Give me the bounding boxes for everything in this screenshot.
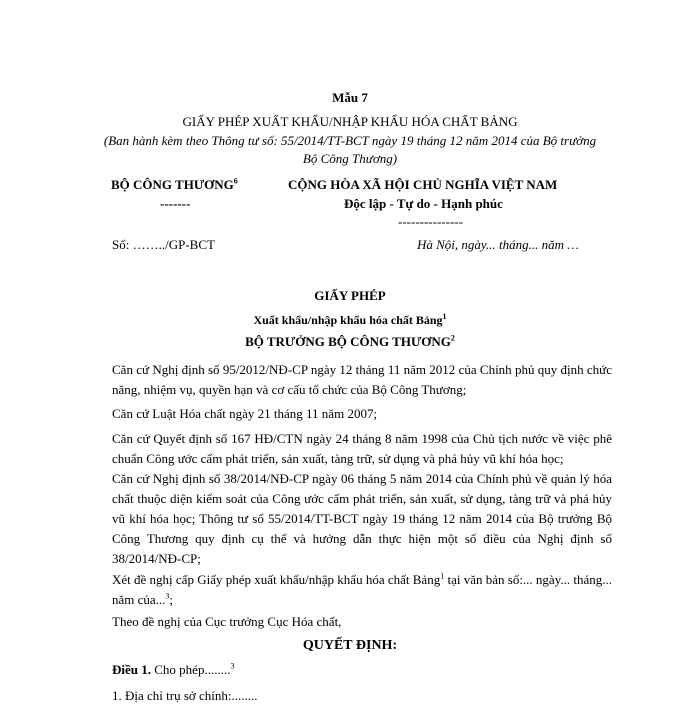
consideration bbox=[112, 570, 612, 610]
motto-dashes: --------------- bbox=[398, 214, 463, 229]
issued-by-line2: Bộ Công Thương) bbox=[302, 151, 398, 166]
place-date: Hà Nội, ngày... tháng... năm … bbox=[417, 237, 579, 252]
document-number: Số: ……../GP-BCT bbox=[112, 237, 215, 252]
decision-heading: QUYẾT ĐỊNH: bbox=[302, 638, 398, 653]
basis-1: Căn cứ Nghị định số 95/2012/NĐ-CP ngày 12 tháng 11 năm 2012 của Chính phủ quy định chức năng, nhiệm vụ, quyền hạn và cơ cấu tổ chức của Bộ Công Thương; bbox=[112, 362, 612, 397]
form-number: Mẫu 7 bbox=[332, 90, 368, 105]
basis-4: Căn cứ Nghị định số 38/2014/NĐ-CP ngày 06 tháng 5 năm 2014 của Chính phủ về quản lý hóa chất thuộc diện kiểm soát của Công ước cấm phát triển, sản xuất, sử dụng, tàng trữ và phá hủy vũ khí hóa học; Thông tư số 55/2014/TT-BCT ngày 19 tháng 12 năm 2014 của Bộ trưởng Bộ Công Thương quy định cụ thể và hướng dẫn thực hiện một số điều của Nghị định số 38/2014/NĐ-CP; bbox=[112, 471, 612, 566]
authority-footnote: 2 bbox=[450, 333, 455, 343]
consideration-text-3: ; bbox=[169, 592, 174, 607]
country-name: CỘNG HÒA XÃ HỘI CHỦ NGHĨA VIỆT NAM bbox=[288, 177, 558, 192]
proposal: Theo đề nghị của Cục trưởng Cục Hóa chất, bbox=[112, 614, 342, 629]
national-motto: Độc lập - Tự do - Hạnh phúc bbox=[344, 196, 503, 211]
document-subtitle bbox=[0, 313, 700, 328]
agency-dashes: ------- bbox=[160, 196, 191, 211]
agency-footnote: 6 bbox=[233, 176, 238, 186]
issued-by-line1: (Ban hành kèm theo Thông tư số: 55/2014/TT-BCT ngày 19 tháng 12 năm 2014 của Bộ trưởng bbox=[103, 133, 597, 148]
subtitle-text: Xuất khẩu/nhập khẩu hóa chất Bảng bbox=[253, 313, 443, 327]
basis-3: Căn cứ Quyết định số 167 HĐ/CTN ngày 24 tháng 8 năm 1998 của Chủ tịch nước về việc phê chuẩn Công ước cấm phát triển, sản xuất, tàng trữ, sử dụng và phá hủy vũ khí hóa học; bbox=[112, 431, 612, 466]
form-title: GIẤY PHÉP XUẤT KHẨU/NHẬP KHẨU HÓA CHẤT BẢNG bbox=[182, 114, 518, 129]
authority-title bbox=[0, 334, 700, 350]
agency-text: BỘ CÔNG THƯƠNG bbox=[111, 177, 234, 192]
authority-text: BỘ TRƯỞNG BỘ CÔNG THƯƠNG bbox=[245, 334, 451, 349]
agency-name bbox=[111, 177, 238, 193]
basis-2: Căn cứ Luật Hóa chất ngày 21 tháng 11 năm 2007; bbox=[112, 406, 378, 421]
subtitle-footnote: 1 bbox=[442, 312, 447, 321]
consideration-footnote-2: 3 bbox=[165, 591, 170, 601]
article-1-footnote: 3 bbox=[230, 661, 235, 671]
article-1-text: Cho phép........ bbox=[151, 662, 231, 677]
address-line: 1. Địa chỉ trụ sở chính:........ bbox=[112, 688, 258, 703]
article-1 bbox=[112, 662, 234, 678]
consideration-text-1: Xét đề nghị cấp Giấy phép xuất khẩu/nhập khẩu hóa chất Bảng bbox=[112, 572, 441, 587]
consideration-text-2: tại văn bản số:... ngày... tháng... năm của... bbox=[112, 572, 612, 607]
document-title: GIẤY PHÉP bbox=[314, 288, 386, 303]
article-1-label: Điều 1. bbox=[112, 662, 151, 677]
consideration-footnote-1: 1 bbox=[440, 571, 445, 581]
